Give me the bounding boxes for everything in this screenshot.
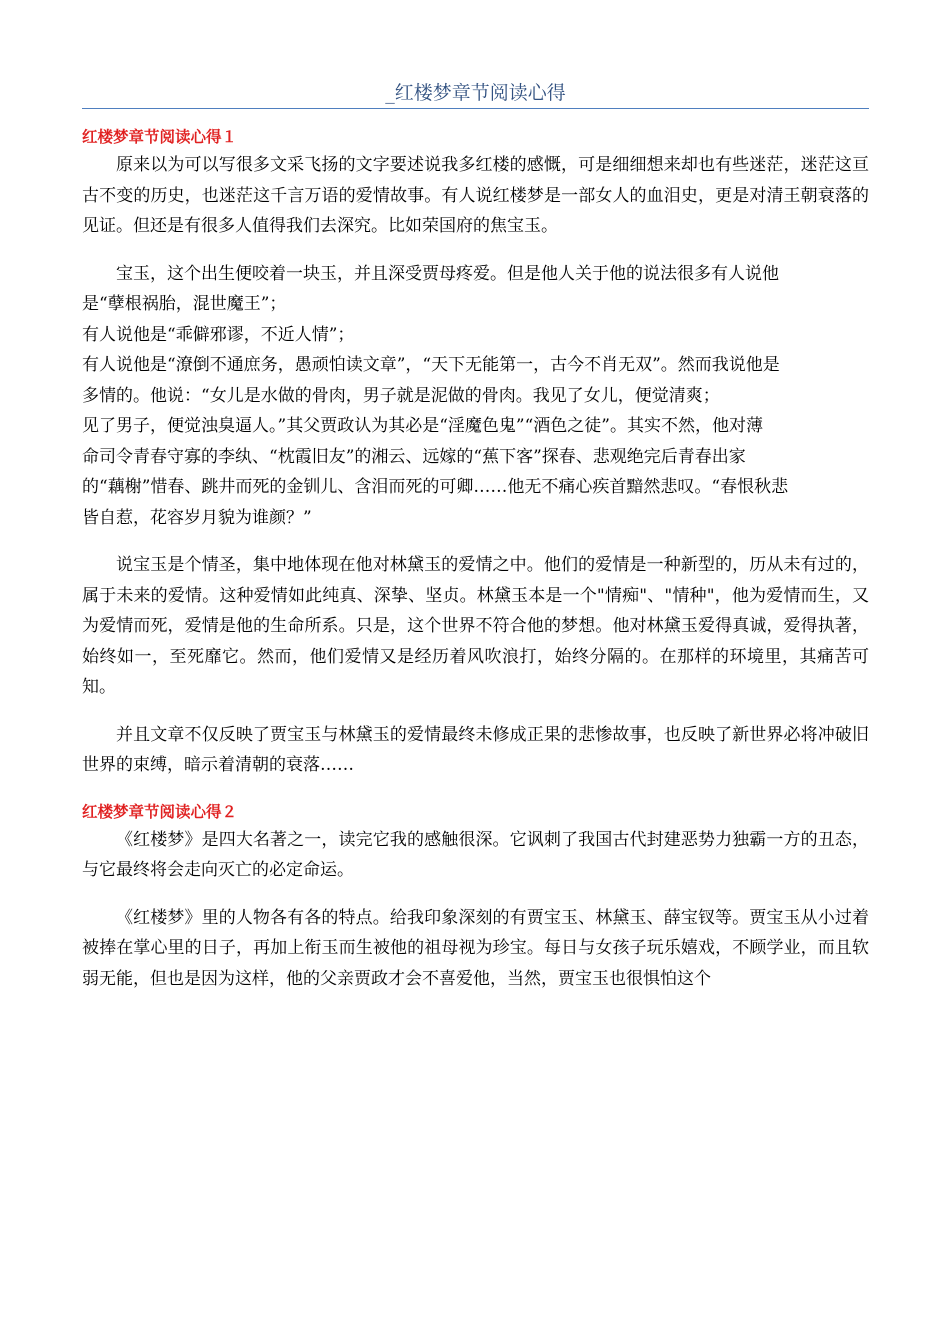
section-1-line-3: 有人说他是“乖僻邪谬，不近人情”； [82,324,355,345]
document-header-title: _红楼梦章节阅读心得 [385,82,566,104]
paragraph-gap [82,242,869,259]
section-1-line-4: 有人说他是“潦倒不通庶务，愚顽怕读文章”，“天下无能第一，古今不肖无双”。然而我说他是 [82,355,780,375]
section-1-line-1: 宝玉，这个出生便咬着一块玉，并且深受贾母疼爱。但是他人关于他的说法很多有人说他 [116,263,779,284]
section-2-paragraph-2: 《红楼梦》里的人物各有各的特点。给我印象深刻的有贾宝玉、林黛玉、薛宝钗等。贾宝玉从小过着被捧在掌心里的日子，再加上衔玉而生被他的祖母视为珍宝。每日与女孩子玩乐嬉戏，不顾学业，而且软弱无能，但也是因为这样，他的父亲贾政才会不喜爱他，当然，贾宝玉也很惧怕这个 [82,907,869,989]
section-gap [82,781,869,799]
section-1-paragraph-4: 并且文章不仅反映了贾宝玉与林黛玉的爱情最终未修成正果的悲惨故事，也反映了新世界必将冲破旧世界的束缚，暗示着清朝的衰落…… [82,724,869,775]
document-body [82,124,869,994]
section-1-line-7: 命司令青春守寡的李纨、“枕霞旧友”的湘云、远嫁的“蕉下客”探春、悲观绝完后青春出家 [82,446,746,467]
section-2-paragraph-1: 《红楼梦》是四大名著之一，读完它我的感触很深。它讽刺了我国古代封建恶势力独霸一方的丑态，与它最终将会走向灭亡的必定命运。 [82,829,869,880]
section-1-line-6: 见了男子，便觉浊臭逼人。”其父贾政认为其必是“淫魔色鬼”“酒色之徒”。其实不然，他对薄 [82,416,763,436]
section-1-line-2: 是“孽根祸胎，混世魔王”； [82,294,287,314]
section-1-line-9: 皆自惹，花容岁月貌为谁颜？” [82,507,312,528]
section-1-paragraph-3: 说宝玉是个情圣，集中地体现在他对林黛玉的爱情之中。他们的爱情是一种新型的，历从未有过的，属于未来的爱情。这种爱情如此纯真、深挚、坚贞。林黛玉本是一个"情痴"、"情种"，他为爱情而生，又为爱情而死，爱情是他的生命所系。只是，这个世界不符合他的梦想。他对林黛玉爱得真诚，爱得执著，始终如一，至死靡它。然而，他们爱情又是经历着风吹浪打，始终分隔的。在那样的环境里，其痛苦可知。 [82,555,869,697]
section-1-line-5: 多情的。他说：“女儿是水做的骨肉，男子就是泥做的骨肉。我见了女儿，便觉清爽； [82,385,720,406]
section-1-line-8: 的“藕榭”惜春、跳井而死的金钏儿、含泪而死的可卿……他无不痛心疾首黯然悲叹。“春恨秋悲 [82,477,789,497]
section-1-paragraph-1: 原来以为可以写很多文采飞扬的文字要述说我多红楼的感慨，可是细细想来却也有些迷茫，迷茫这亘古不变的历史，也迷茫这千言万语的爱情故事。有人说红楼梦是一部女人的血泪史，更是对清王朝衰落的见证。但还是有很多人值得我们去深究。比如荣国府的焦宝玉。 [82,155,869,236]
section-title-1: 红楼梦章节阅读心得１ [82,128,238,146]
header-divider [82,108,869,109]
section-title-2: 红楼梦章节阅读心得２ [82,802,238,821]
